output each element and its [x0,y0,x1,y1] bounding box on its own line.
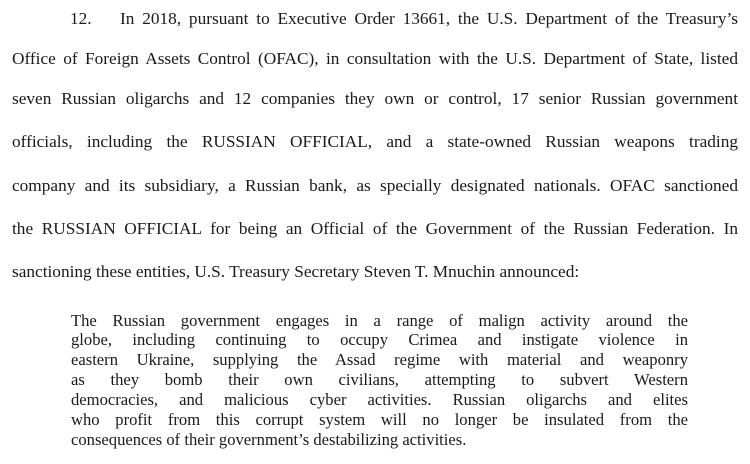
quote-line-6: who profit from this corrupt system will no longer be insulated from the [71,410,688,429]
paragraph-line-4: officials, including the RUSSIAN OFFICIAL, and a state-owned Russian weapons trading [12,132,738,151]
quote-line-5: democracies, and malicious cyber activities. Russian oligarchs and elites [71,390,688,409]
quote-line-7: consequences of their government’s destabilizing activities. [71,430,467,449]
quote-line-1: The Russian government engages in a range of malign activity around the [71,311,688,330]
paragraph-line-2: Office of Foreign Assets Control (OFAC), in consultation with the U.S. Department of State, listed [12,49,738,68]
paragraph-line-3: seven Russian oligarchs and 12 companies they own or control, 17 senior Russian government [12,89,738,108]
paragraph-line-6: the RUSSIAN OFFICIAL for being an Official of the Government of the Russian Federation. In [12,219,738,238]
paragraph-number: 12. [70,9,92,28]
quote-line-2: globe, including continuing to occupy Crimea and instigate violence in [71,330,688,349]
paragraph-line-7: sanctioning these entities, U.S. Treasury Secretary Steven T. Mnuchin announced: [12,262,580,281]
paragraph-line-1 [12,9,738,29]
quote-line-4: as they bomb their own civilians, attempting to subvert Western [71,370,688,389]
quote-line-3: eastern Ukraine, supplying the Assad regime with material and weaponry [71,350,688,369]
paragraph-text-1: In 2018, pursuant to Executive Order 13661, the U.S. Department of the Treasury’s [120,9,738,28]
paragraph-line-5: company and its subsidiary, a Russian bank, as specially designated nationals. OFAC sanctioned [12,176,738,195]
